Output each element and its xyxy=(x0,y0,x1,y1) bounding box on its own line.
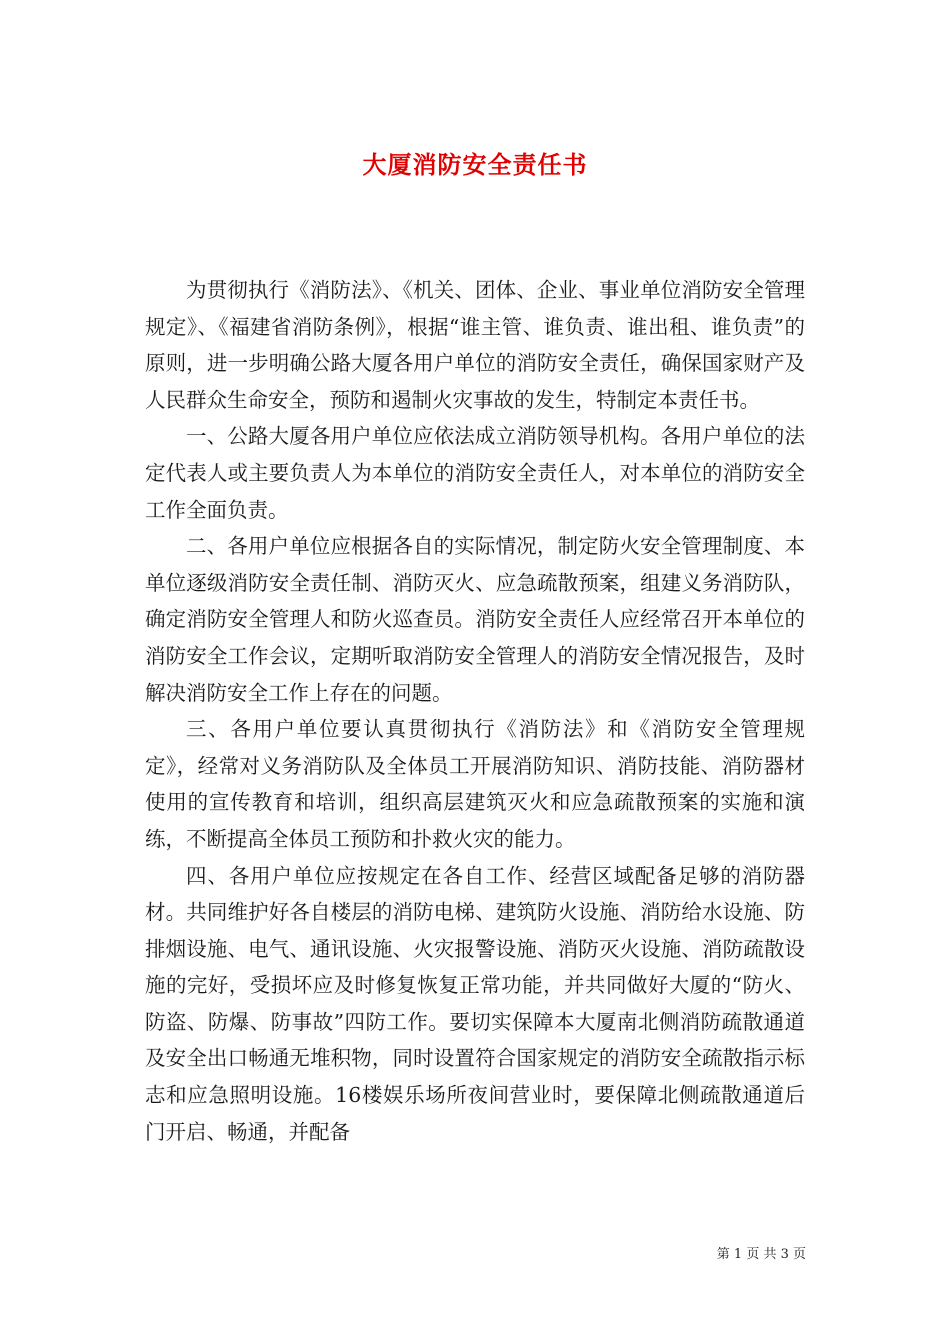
document-title: 大厦消防安全责任书 xyxy=(362,150,588,180)
page-number: 第 1 页 共 3 页 xyxy=(716,1247,806,1262)
intro-paragraph: 为贯彻执行《消防法》、《机关、团体、企业、事业单位消防安全管理规定》、《福建省消防条例》，根据“谁主管、谁负责、谁出租、谁负责”的原则，进一步明确公路大厦各用户单位的消防安全责任，确保国家财产及人民群众生命安全，预防和遏制火灾事故的发生，特制定本责任书。 xyxy=(145,278,805,412)
clause-paragraph-2: 二、各用户单位应根据各自的实际情况，制定防火安全管理制度、本单位逐级消防安全责任制、消防灭火、应急疏散预案，组建义务消防队，确定消防安全管理人和防火巡查员。消防安全责任人应经常召开本单位的消防安全工作会议，定期听取消防安全管理人的消防安全情况报告，及时解决消防安全工作上存在的问题。 xyxy=(145,534,805,705)
clause-paragraph-3: 三、各用户单位要认真贯彻执行《消防法》和《消防安全管理规定》，经常对义务消防队及全体员工开展消防知识、消防技能、消防器材使用的宣传教育和培训，组织高层建筑灭火和应急疏散预案的实施和演练，不断提高全体员工预防和扑救火灾的能力。 xyxy=(145,717,805,851)
clause-paragraph-1: 一、公路大厦各用户单位应依法成立消防领导机构。各用户单位的法定代表人或主要负责人为本单位的消防安全责任人，对本单位的消防安全工作全面负责。 xyxy=(145,424,805,522)
document-body xyxy=(145,272,805,1150)
clause-paragraph-4: 四、各用户单位应按规定在各自工作、经营区域配备足够的消防器材。共同维护好各自楼层的消防电梯、建筑防火设施、消防给水设施、防排烟设施、电气、通讯设施、火灾报警设施、消防灭火设施、消防疏散设施的完好，受损坏应及时修复恢复正常功能，并共同做好大厦的“防火、防盗、防爆、防事故”四防工作。要切实保障本大厦南北侧消防疏散通道及安全出口畅通无堆积物，同时设置符合国家规定的消防安全疏散指示标志和应急照明设施。16楼娱乐场所夜间营业时，要保障北侧疏散通道后门开启、畅通，并配备 xyxy=(145,863,805,1144)
